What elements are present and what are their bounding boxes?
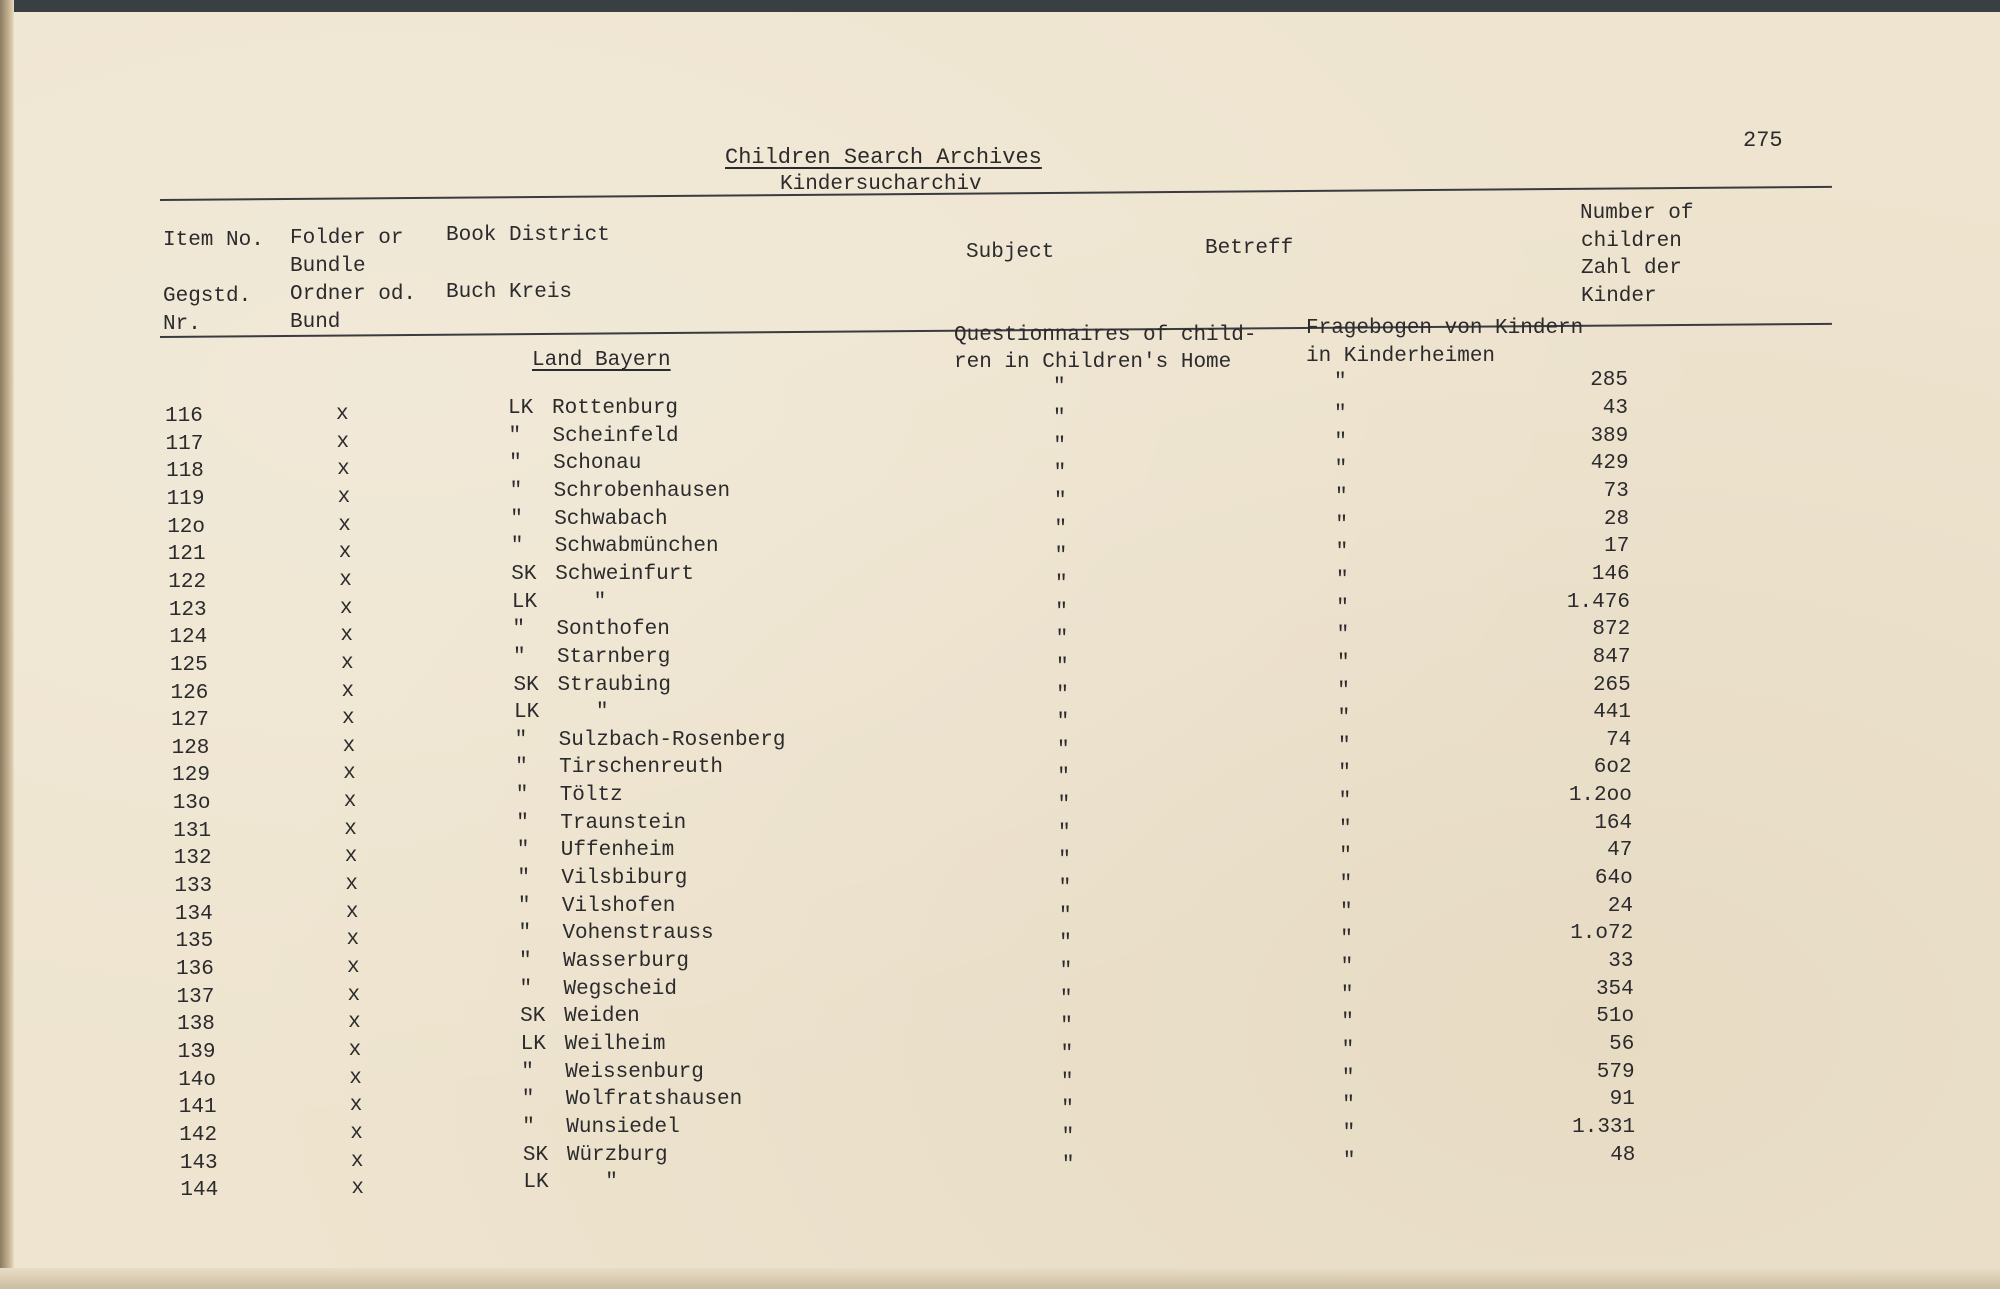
district-type: " <box>515 784 529 808</box>
item-number: 124 <box>169 626 208 650</box>
betreff-ditto: " <box>1335 541 1349 565</box>
item-number: 137 <box>176 985 215 1009</box>
betreff-ditto: " <box>1342 1121 1356 1145</box>
table-row <box>0 424 2000 458</box>
district-name: Töltz <box>559 784 623 808</box>
district-name: Uffenheim <box>560 839 675 863</box>
table-row <box>0 645 2000 679</box>
header-book-district: Book District <box>446 224 610 247</box>
betreff-ditto: " <box>1336 651 1350 675</box>
item-number: 116 <box>165 405 203 428</box>
subject-ditto: " <box>1059 932 1072 956</box>
item-number: 123 <box>168 598 207 622</box>
district-name: Weissenburg <box>565 1060 704 1084</box>
folder-mark: x <box>337 485 351 509</box>
betreff-ditto: " <box>1342 1149 1356 1173</box>
folder-mark: x <box>344 845 358 869</box>
folder-mark: x <box>348 1038 362 1062</box>
folder-mark: x <box>344 817 357 841</box>
header-nr: Nr. <box>163 313 201 336</box>
children-count: 64o <box>1594 867 1633 891</box>
folder-mark: x <box>336 403 349 426</box>
item-number: 136 <box>176 958 214 981</box>
scan-top-edge <box>0 0 2000 12</box>
betreff-ditto: " <box>1334 458 1348 482</box>
page-title: Children Search Archives <box>725 145 1042 170</box>
betreff-ditto: " <box>1335 568 1349 592</box>
betreff-ditto: " <box>1341 1038 1355 1062</box>
district-type: " <box>518 922 532 946</box>
table-row <box>0 673 2000 707</box>
item-number: 128 <box>171 736 210 760</box>
item-number: 122 <box>168 570 207 594</box>
folder-mark: x <box>345 900 359 924</box>
betreff-ditto: " <box>1334 403 1347 426</box>
children-count: 28 <box>1603 507 1630 531</box>
table-row <box>0 1143 2000 1177</box>
district-type: " <box>521 1060 534 1084</box>
table-row <box>0 1088 2000 1122</box>
district-type: LK <box>508 397 534 420</box>
district-name: " <box>555 590 607 614</box>
header-buch-kreis: Buch Kreis <box>446 281 573 304</box>
page-number: 275 <box>1743 128 1783 153</box>
first-betreff-ditto: " <box>1334 371 1347 394</box>
page-bottom-edge <box>0 1268 2000 1289</box>
betreff-ditto: " <box>1339 845 1352 869</box>
subject-ditto: " <box>1061 1098 1074 1122</box>
district-name: Schonau <box>553 452 642 476</box>
district-type: " <box>519 950 532 973</box>
table-row <box>0 1171 2000 1203</box>
table-row <box>0 590 2000 624</box>
children-count: 1.476 <box>1566 590 1630 614</box>
header-bundle: Bundle <box>290 255 366 278</box>
item-number: 12o <box>167 515 205 539</box>
table-row <box>0 756 2000 790</box>
subject-ditto: " <box>1053 434 1066 458</box>
subject-ditto: " <box>1053 407 1066 430</box>
item-number: 135 <box>175 930 214 954</box>
table-row <box>0 535 2000 569</box>
district-name: Scheinfeld <box>552 424 679 448</box>
district-type: LK <box>514 701 540 725</box>
district-type: " <box>516 839 530 863</box>
folder-mark: x <box>340 624 353 648</box>
betreff-ditto: " <box>1337 734 1351 758</box>
subject-ditto: " <box>1059 960 1073 983</box>
district-name: Schwabach <box>554 507 668 531</box>
children-count: 74 <box>1606 728 1632 752</box>
betreff-ditto: " <box>1339 873 1353 897</box>
table-row <box>0 479 2000 513</box>
folder-mark: x <box>342 734 356 758</box>
item-number: 132 <box>173 847 212 871</box>
children-count: 73 <box>1603 479 1629 503</box>
folder-mark: x <box>351 1177 364 1201</box>
page-subtitle: Kindersucharchiv <box>780 173 982 196</box>
children-count: 265 <box>1592 673 1631 697</box>
district-name: Rottenburg <box>552 397 679 420</box>
table-row <box>0 452 2000 486</box>
district-type: SK <box>513 673 539 697</box>
folder-mark: x <box>350 1121 363 1145</box>
header-number-line1: Number of <box>1580 202 1694 225</box>
subject-ditto: " <box>1056 711 1070 735</box>
subject-ditto: " <box>1055 600 1068 624</box>
children-count: 1.2oo <box>1568 784 1632 808</box>
folder-mark: x <box>350 1149 364 1173</box>
betreff-ditto: " <box>1334 430 1347 454</box>
table-row <box>0 950 2000 983</box>
children-count: 24 <box>1607 894 1633 918</box>
district-name: Weilheim <box>564 1032 666 1056</box>
betreff-ditto: " <box>1334 485 1348 509</box>
item-number: 144 <box>180 1179 219 1203</box>
district-type: " <box>517 894 531 918</box>
item-number: 127 <box>171 709 209 733</box>
children-count: 441 <box>1593 701 1632 725</box>
district-name: Wunsiedel <box>566 1115 680 1139</box>
table-row <box>0 977 2000 1011</box>
district-type: " <box>510 507 523 531</box>
folder-mark: x <box>336 430 350 454</box>
item-number: 134 <box>174 902 213 926</box>
table-row <box>0 701 2000 735</box>
table-row <box>0 507 2000 541</box>
table-row <box>0 1032 2000 1066</box>
item-number: 131 <box>173 819 212 843</box>
folder-mark: x <box>339 596 353 620</box>
district-type: " <box>519 977 533 1001</box>
folder-mark: x <box>343 762 356 786</box>
item-number: 119 <box>166 487 205 511</box>
table-row <box>0 839 2000 873</box>
district-name: Wegscheid <box>563 977 677 1001</box>
subject-ditto: " <box>1055 628 1069 652</box>
district-type: SK <box>520 1005 546 1029</box>
children-count: 354 <box>1595 977 1634 1001</box>
table-row <box>0 618 2000 652</box>
subject-ditto: " <box>1055 655 1069 679</box>
district-type: " <box>509 479 523 503</box>
first-subject-ditto: " <box>1053 376 1066 399</box>
betreff-ditto: " <box>1342 1094 1355 1118</box>
table-row <box>0 784 2000 818</box>
betreff-ditto: " <box>1338 790 1352 814</box>
district-name: Weiden <box>564 1005 640 1029</box>
children-count: 47 <box>1607 839 1633 863</box>
folder-mark: x <box>340 651 354 675</box>
district-name: Sulzbach-Rosenberg <box>558 728 786 752</box>
district-type: " <box>512 618 525 642</box>
district-name: Schrobenhausen <box>553 479 731 503</box>
district-name: Starnberg <box>556 645 671 669</box>
children-count: 164 <box>1594 811 1633 835</box>
district-name: Schwabmünchen <box>554 535 719 559</box>
betreff-ditto: " <box>1340 956 1354 979</box>
folder-mark: x <box>341 679 355 703</box>
children-count: 389 <box>1590 424 1629 448</box>
folder-mark: x <box>343 790 357 814</box>
subject-line1: Questionnaires of child- <box>954 324 1257 347</box>
subject-ditto: " <box>1061 1153 1075 1177</box>
folder-mark: x <box>348 1011 361 1035</box>
table-row <box>0 867 2000 901</box>
table-row <box>0 922 2000 956</box>
subject-ditto: " <box>1054 517 1067 541</box>
district-type: " <box>522 1115 535 1139</box>
district-type: " <box>510 535 524 559</box>
item-number: 126 <box>170 681 209 705</box>
district-name: Wasserburg <box>563 950 690 973</box>
children-count: 872 <box>1592 618 1631 642</box>
district-name: " <box>567 1171 618 1195</box>
betreff-ditto: " <box>1336 596 1349 620</box>
district-name: Sonthofen <box>556 618 670 642</box>
table-row <box>0 562 2000 596</box>
subject-ditto: " <box>1054 545 1068 569</box>
district-type: SK <box>511 562 537 586</box>
betreff-ditto: " <box>1340 983 1354 1007</box>
subject-ditto: " <box>1061 1125 1075 1149</box>
district-name: Straubing <box>557 673 671 697</box>
betreff-ditto: " <box>1336 624 1350 648</box>
item-number: 121 <box>167 543 206 567</box>
header-number-line2: children <box>1581 230 1682 253</box>
table-row <box>0 811 2000 845</box>
folder-mark: x <box>347 956 360 979</box>
subject-ditto: " <box>1060 1015 1073 1039</box>
betreff-ditto: " <box>1338 762 1351 786</box>
betreff-ditto: " <box>1337 679 1350 703</box>
district-type: " <box>521 1088 535 1112</box>
header-folder: Folder or <box>290 227 404 250</box>
item-number: 142 <box>179 1123 218 1147</box>
section-heading: Land Bayern <box>532 349 671 372</box>
betreff-line2: in Kinderheimen <box>1306 345 1496 368</box>
children-count: 146 <box>1591 562 1630 586</box>
subject-ditto: " <box>1057 766 1070 790</box>
children-count: 48 <box>1610 1143 1636 1167</box>
children-count: 6o2 <box>1593 756 1632 780</box>
district-type: " <box>512 645 526 669</box>
district-type: LK <box>511 590 538 614</box>
table-row <box>0 894 2000 928</box>
folder-mark: x <box>338 541 352 565</box>
header-betreff: Betreff <box>1205 237 1294 260</box>
district-name: Vilshofen <box>561 894 676 918</box>
item-number: 14o <box>178 1068 216 1092</box>
children-count: 43 <box>1602 397 1628 420</box>
district-type: " <box>516 811 529 835</box>
item-number: 138 <box>177 1013 215 1037</box>
folder-mark: x <box>347 983 361 1007</box>
item-number: 118 <box>166 460 204 484</box>
children-count: 56 <box>1609 1032 1635 1056</box>
district-name: Wolfratshausen <box>565 1088 743 1112</box>
district-type: " <box>508 424 522 448</box>
header-ordner: Ordner od. <box>290 283 417 306</box>
district-type: " <box>509 452 522 476</box>
district-type: " <box>515 756 528 780</box>
children-count: 847 <box>1592 645 1631 669</box>
district-type: " <box>514 728 528 752</box>
district-type: " <box>517 867 530 891</box>
district-type: SK <box>522 1143 549 1167</box>
table-row <box>0 1005 2000 1039</box>
children-count: 33 <box>1608 950 1634 973</box>
folder-mark: x <box>339 568 352 592</box>
item-number: 117 <box>165 432 204 456</box>
district-name: " <box>558 701 609 725</box>
subject-ditto: " <box>1054 572 1068 596</box>
betreff-ditto: " <box>1338 817 1352 841</box>
subject-ditto: " <box>1053 489 1067 513</box>
children-count: 429 <box>1590 452 1629 476</box>
subject-ditto: " <box>1058 877 1072 901</box>
district-type: LK <box>523 1171 549 1195</box>
subject-ditto: " <box>1059 987 1073 1011</box>
betreff-ditto: " <box>1341 1066 1355 1090</box>
betreff-ditto: " <box>1340 928 1353 952</box>
first-count: 285 <box>1590 369 1628 392</box>
header-subject: Subject <box>966 241 1055 264</box>
children-count: 1.331 <box>1572 1115 1636 1139</box>
subject-ditto: " <box>1056 683 1069 707</box>
item-number: 133 <box>174 875 213 899</box>
item-number: 129 <box>172 764 210 788</box>
folder-mark: x <box>342 707 355 731</box>
folder-mark: x <box>345 873 358 897</box>
subject-ditto: " <box>1058 904 1072 928</box>
betreff-ditto: " <box>1341 1011 1354 1035</box>
district-type: LK <box>520 1032 546 1056</box>
subject-ditto: " <box>1053 462 1067 486</box>
folder-mark: x <box>349 1066 362 1090</box>
table-row <box>0 1115 2000 1149</box>
subject-ditto: " <box>1060 1070 1074 1094</box>
folder-mark: x <box>346 928 360 952</box>
district-name: Würzburg <box>566 1143 668 1167</box>
item-number: 125 <box>169 653 208 677</box>
item-number: 13o <box>172 792 211 816</box>
header-item-no: Item No. <box>163 229 264 252</box>
table-row <box>0 728 2000 762</box>
item-number: 141 <box>178 1096 217 1120</box>
betreff-ditto: " <box>1339 900 1353 924</box>
folder-mark: x <box>337 458 350 482</box>
district-name: Vilsbiburg <box>561 867 688 891</box>
subject-ditto: " <box>1060 1042 1074 1066</box>
district-name: Tirschenreuth <box>559 756 723 780</box>
betreff-ditto: " <box>1335 513 1348 537</box>
children-count: 579 <box>1596 1060 1635 1084</box>
header-number-line4: Kinder <box>1581 285 1657 308</box>
folder-mark: x <box>349 1094 363 1118</box>
subject-ditto: " <box>1056 738 1070 762</box>
children-count: 91 <box>1609 1088 1635 1112</box>
district-name: Traunstein <box>560 811 687 835</box>
header-gegstd: Gegstd. <box>163 285 252 308</box>
subject-ditto: " <box>1058 849 1071 873</box>
table-row <box>0 1060 2000 1094</box>
header-number-line3: Zahl der <box>1581 257 1682 280</box>
district-name: Schweinfurt <box>555 562 694 586</box>
district-name: Vohenstrauss <box>562 922 714 946</box>
subject-line2: ren in Children's Home <box>954 351 1232 374</box>
item-number: 143 <box>179 1151 218 1175</box>
table-row <box>0 397 2000 430</box>
betreff-line1: Fragebogen von Kindern <box>1306 317 1584 340</box>
header-top-rule <box>160 186 1832 201</box>
children-count: 51o <box>1596 1005 1635 1029</box>
subject-ditto: " <box>1057 821 1071 845</box>
header-bund: Bund <box>290 311 341 334</box>
betreff-ditto: " <box>1337 707 1351 731</box>
children-count: 17 <box>1604 535 1630 559</box>
folder-mark: x <box>338 513 351 537</box>
item-number: 139 <box>177 1040 216 1064</box>
subject-ditto: " <box>1057 794 1071 818</box>
children-count: 1.o72 <box>1570 922 1634 946</box>
